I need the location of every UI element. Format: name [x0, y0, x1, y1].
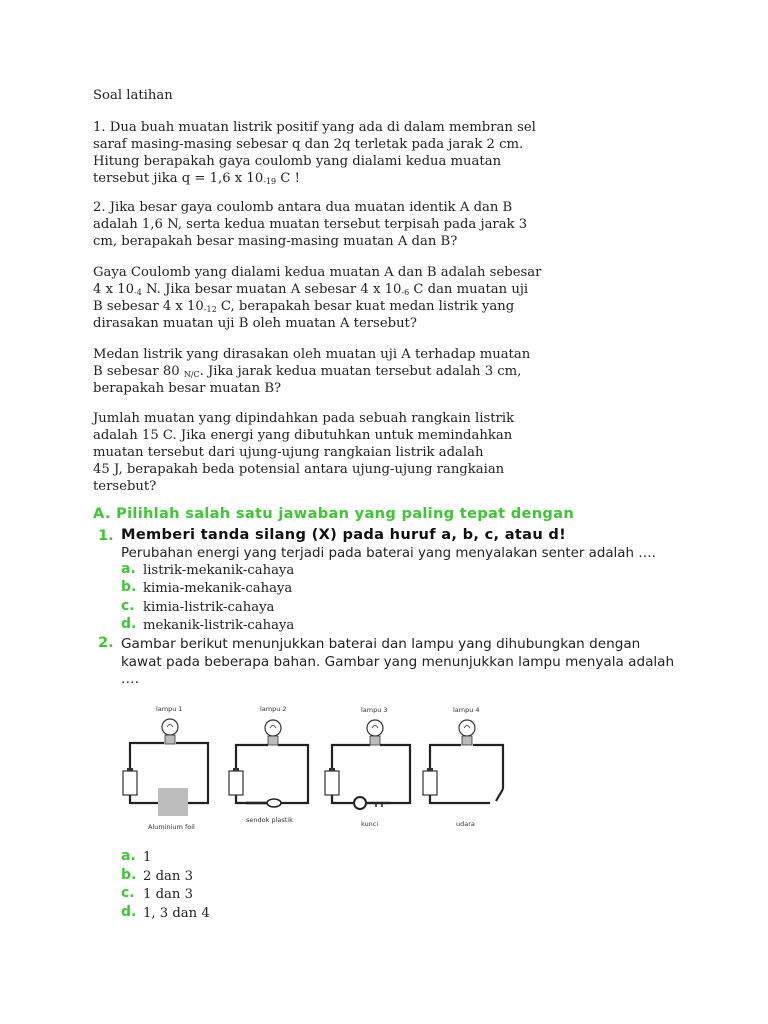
q1-option-c-letter[interactable]: c. [121, 598, 135, 614]
q2-option-b-text: 2 dan 3 [143, 869, 193, 884]
q2-option-a-letter[interactable]: a. [121, 848, 136, 864]
problem-5-line-3: muatan tersebut dari ujung-ujung rangkaian listrik adalah [93, 445, 484, 460]
key-icon [354, 797, 390, 809]
battery-icon [229, 768, 243, 795]
lamp-4-label: lampu 4 [453, 706, 480, 714]
instruction-text: Memberi tanda silang (X) pada huruf a, b, c, atau d! [121, 526, 567, 543]
problem-4-line-3: berapakah besar muatan B? [93, 381, 282, 396]
problem-5-line-2: adalah 15 C. Jika energi yang dibutuhkan untuk memindahkan [93, 428, 513, 443]
q1-option-c-text: kimia-listrik-cahaya [143, 600, 275, 615]
q1-option-d-text: mekanik-listrik-cahaya [143, 618, 295, 633]
problem-3-line-1: Gaya Coulomb yang dialami kedua muatan A dan B adalah sebesar [93, 265, 542, 280]
question-1-number: 1. [98, 527, 114, 544]
battery-icon [423, 768, 437, 795]
q1-option-a-text: listrik-mekanik-cahaya [143, 563, 295, 578]
lamp-icon [459, 720, 475, 745]
q2-option-c-letter[interactable]: c. [121, 885, 135, 901]
lamp-icon [265, 720, 281, 745]
q2-option-d-text: 1, 3 dan 4 [143, 906, 210, 921]
question-1-stem: Perubahan energi yang terjadi pada baterai yang menyalakan senter adalah …. [121, 546, 656, 561]
material-3-label: kunci [361, 820, 379, 828]
material-4-label: udara [456, 820, 475, 828]
question-2-stem-line-2: kawat pada beberapa bahan. Gambar yang menunjukkan lampu menyala adalah [121, 654, 675, 670]
question-2-stem-line-1: Gambar berikut menunjukkan baterai dan lampu yang dihubungkan dengan [121, 636, 641, 652]
material-2-label: sendok plastik [246, 816, 293, 824]
lamp-icon [367, 720, 383, 745]
lamp-icon [162, 719, 178, 744]
q2-option-a-text: 1 [143, 850, 152, 865]
problem-1-line-3: Hitung berapakah gaya coulomb yang dialami kedua muatan [93, 154, 502, 169]
problem-2-line-1: 2. Jika besar gaya coulomb antara dua muatan identik A dan B [93, 200, 513, 215]
problem-1-line-2: saraf masing-masing sebesar q dan 2q terletak pada jarak 2 cm. [93, 137, 524, 152]
problem-1-line-4: tersebut jika q = 1,6 x $10_{-19}$ C ! [93, 171, 300, 186]
q1-option-a-letter[interactable]: a. [121, 561, 136, 577]
battery-icon [325, 768, 339, 795]
lamp-1-label: lampu 1 [156, 705, 183, 713]
q1-option-b-letter[interactable]: b. [121, 579, 137, 595]
problem-5-line-4: 45 J, berapakah beda potensial antara ujung-ujung rangkaian [93, 462, 505, 477]
q1-option-d-letter[interactable]: d. [121, 616, 137, 632]
section-a-heading: A. Pilihlah salah satu jawaban yang paling tepat dengan [93, 505, 575, 522]
problem-3-line-2: 4 x $10_{-4}$ N. Jika besar muatan A sebesar 4 x $10_{-6}$ C dan muatan uji [93, 282, 529, 297]
battery-icon [123, 768, 137, 795]
problem-4-line-2: B sebesar 80 $_{N/C}$. Jika jarak kedua muatan tersebut adalah 3 cm, [93, 364, 522, 379]
page-title: Soal latihan [93, 88, 173, 103]
q1-option-b-text: kimia-mekanik-cahaya [143, 581, 293, 596]
lamp-3-label: lampu 3 [361, 706, 388, 714]
q2-option-b-letter[interactable]: b. [121, 867, 137, 883]
question-2-stem-line-3: …. [121, 671, 139, 687]
problem-3-line-3: B sebesar 4 x $10_{-12}$ C, berapakah besar kuat medan listrik yang [93, 299, 515, 314]
problem-2-line-2: adalah 1,6 N, serta kedua muatan tersebut terpisah pada jarak 3 [93, 217, 528, 232]
aluminium-foil-icon [158, 788, 188, 816]
question-2-number: 2. [98, 634, 114, 651]
problem-4-line-1: Medan listrik yang dirasakan oleh muatan uji A terhadap muatan [93, 347, 531, 362]
problem-2-line-3: cm, berapakah besar masing-masing muatan A dan B? [93, 234, 458, 249]
plastic-spoon-icon [246, 799, 281, 807]
problem-3-line-4: dirasakan muatan uji B oleh muatan A tersebut? [93, 316, 417, 331]
q2-option-d-letter[interactable]: d. [121, 904, 137, 920]
q2-option-c-text: 1 dan 3 [143, 887, 193, 902]
material-1-label: Aluminium foil [148, 823, 195, 831]
circuit-diagram [118, 693, 518, 838]
problem-5-line-5: tersebut? [93, 479, 157, 494]
lamp-2-label: lampu 2 [260, 705, 287, 713]
problem-1-line-1: 1. Dua buah muatan listrik positif yang ada di dalam membran sel [93, 120, 536, 135]
problem-5-line-1: Jumlah muatan yang dipindahkan pada sebuah rangkain listrik [93, 411, 515, 426]
